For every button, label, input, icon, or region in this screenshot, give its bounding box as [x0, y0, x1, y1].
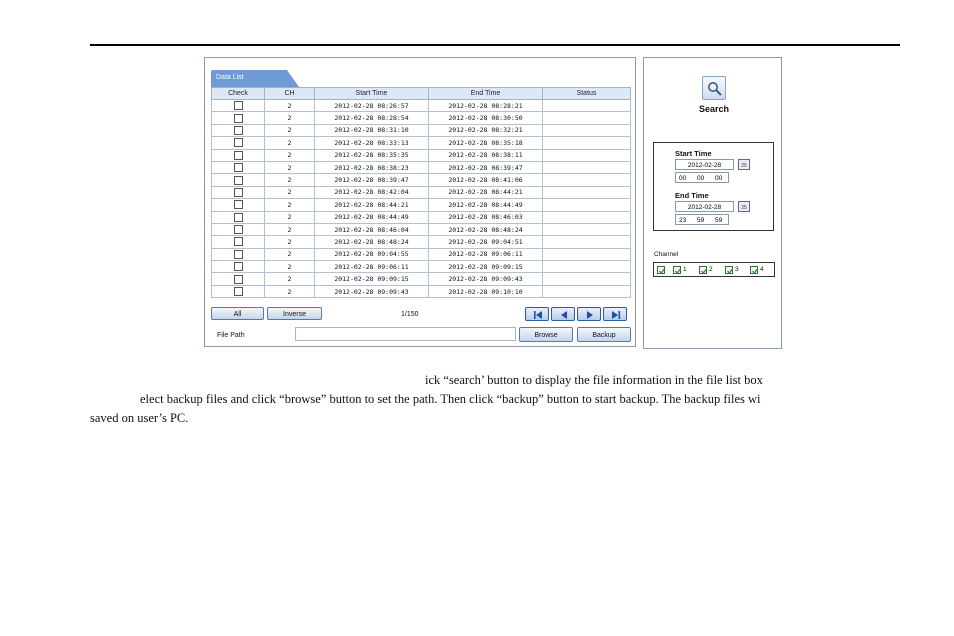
- top-rule: [90, 44, 900, 46]
- search-icon: [706, 80, 723, 97]
- check-icon: [658, 267, 666, 275]
- row-start-time-cell: 2012-02-28 08:26:57: [315, 100, 429, 112]
- row-checkbox[interactable]: [234, 151, 243, 160]
- row-status-cell: [543, 161, 631, 173]
- row-start-time-cell: 2012-02-28 09:09:15: [315, 273, 429, 285]
- row-end-time-cell: 2012-02-28 09:09:15: [429, 261, 543, 273]
- start-second: 00: [715, 175, 723, 182]
- next-page-button[interactable]: [577, 307, 601, 321]
- channel-3-label: 3: [735, 266, 739, 273]
- end-hour: 23: [679, 217, 687, 224]
- tab-label: Data List: [216, 74, 244, 81]
- row-ch-cell: 2: [265, 285, 315, 297]
- row-status-cell: [543, 100, 631, 112]
- col-check-header[interactable]: Check: [212, 88, 265, 100]
- row-ch-cell: 2: [265, 248, 315, 260]
- start-minute: 00: [697, 175, 705, 182]
- row-checkbox[interactable]: [234, 138, 243, 147]
- end-minute: 59: [697, 217, 705, 224]
- row-checkbox[interactable]: [234, 101, 243, 110]
- prev-page-button[interactable]: [551, 307, 575, 321]
- row-start-time-cell: 2012-02-28 08:46:04: [315, 223, 429, 235]
- end-calendar-icon[interactable]: 25: [738, 201, 750, 212]
- row-check-cell: [212, 261, 265, 273]
- row-status-cell: [543, 174, 631, 186]
- row-end-time-cell: 2012-02-28 08:28:21: [429, 100, 543, 112]
- row-check-cell: [212, 174, 265, 186]
- channel-1-checkbox[interactable]: [673, 266, 681, 274]
- first-page-icon: [526, 308, 550, 322]
- row-start-time-cell: 2012-02-28 09:09:43: [315, 285, 429, 297]
- table-row[interactable]: [212, 261, 631, 273]
- row-end-time-cell: 2012-02-28 08:30:50: [429, 112, 543, 124]
- row-ch-cell: 2: [265, 174, 315, 186]
- search-button[interactable]: [702, 76, 726, 100]
- row-ch-cell: 2: [265, 161, 315, 173]
- row-end-time-cell: 2012-02-28 08:48:24: [429, 223, 543, 235]
- col-start-time-header[interactable]: Start Time: [315, 88, 429, 100]
- time-range-box: [653, 142, 774, 231]
- table-body: [212, 100, 631, 298]
- start-hour: 00: [679, 175, 687, 182]
- row-end-time-cell: 2012-02-28 08:35:18: [429, 137, 543, 149]
- row-checkbox[interactable]: [234, 225, 243, 234]
- table-row[interactable]: [212, 273, 631, 285]
- row-check-cell: [212, 273, 265, 285]
- row-check-cell: [212, 236, 265, 248]
- row-status-cell: [543, 273, 631, 285]
- start-time-label: Start Time: [675, 149, 712, 158]
- row-ch-cell: 2: [265, 100, 315, 112]
- row-check-cell: [212, 124, 265, 136]
- channel-1-label: 1: [683, 266, 687, 273]
- row-ch-cell: 2: [265, 149, 315, 161]
- table-row[interactable]: [212, 124, 631, 136]
- row-status-cell: [543, 223, 631, 235]
- row-checkbox[interactable]: [234, 188, 243, 197]
- instruction-line-2: elect backup files and click “browse” button to set the path. Then click “backup” button to start backup. The backup files wi: [140, 392, 761, 406]
- row-end-time-cell: 2012-02-28 09:04:51: [429, 236, 543, 248]
- row-start-time-cell: 2012-02-28 09:04:55: [315, 248, 429, 260]
- row-status-cell: [543, 248, 631, 260]
- file-path-label: File Path: [217, 332, 245, 339]
- row-status-cell: [543, 285, 631, 297]
- row-status-cell: [543, 261, 631, 273]
- row-check-cell: [212, 112, 265, 124]
- row-start-time-cell: 2012-02-28 08:39:47: [315, 174, 429, 186]
- row-start-time-cell: 2012-02-28 08:35:35: [315, 149, 429, 161]
- search-label: Search: [698, 104, 730, 114]
- row-status-cell: [543, 186, 631, 198]
- check-icon: [700, 267, 708, 275]
- check-icon: [726, 267, 734, 275]
- start-calendar-icon[interactable]: 25: [738, 159, 750, 170]
- row-ch-cell: 2: [265, 112, 315, 124]
- row-ch-cell: 2: [265, 236, 315, 248]
- row-end-time-cell: 2012-02-28 08:41:06: [429, 174, 543, 186]
- channel-3-checkbox[interactable]: [725, 266, 733, 274]
- channel-2-label: 2: [709, 266, 713, 273]
- row-check-cell: [212, 186, 265, 198]
- row-start-time-cell: 2012-02-28 08:44:49: [315, 211, 429, 223]
- row-status-cell: [543, 137, 631, 149]
- row-ch-cell: 2: [265, 186, 315, 198]
- file-list-table: [211, 87, 631, 298]
- table-row[interactable]: [212, 248, 631, 260]
- row-end-time-cell: 2012-02-28 08:38:11: [429, 149, 543, 161]
- inverse-button[interactable]: Inverse: [267, 307, 322, 320]
- table-header-row: [212, 88, 631, 100]
- row-start-time-cell: 2012-02-28 08:28:54: [315, 112, 429, 124]
- row-status-cell: [543, 236, 631, 248]
- row-end-time-cell: 2012-02-28 08:39:47: [429, 161, 543, 173]
- tab-data-list[interactable]: [211, 70, 299, 87]
- row-start-time-cell: 2012-02-28 09:06:11: [315, 261, 429, 273]
- row-end-time-cell: 2012-02-28 08:44:49: [429, 199, 543, 211]
- instruction-line-1: ick “search’ button to display the file information in the file list box: [425, 373, 763, 387]
- end-time-label: End Time: [675, 191, 709, 200]
- prev-page-icon: [552, 308, 576, 322]
- next-page-icon: [578, 308, 602, 322]
- row-status-cell: [543, 149, 631, 161]
- table-row[interactable]: [212, 174, 631, 186]
- table-row[interactable]: [212, 100, 631, 112]
- row-ch-cell: 2: [265, 261, 315, 273]
- table-row[interactable]: [212, 285, 631, 297]
- col-ch-header[interactable]: CH: [265, 88, 315, 100]
- row-checkbox[interactable]: [234, 114, 243, 123]
- row-checkbox[interactable]: [234, 176, 243, 185]
- table-row[interactable]: [212, 112, 631, 124]
- row-check-cell: [212, 137, 265, 149]
- row-checkbox[interactable]: [234, 163, 243, 172]
- table-row[interactable]: [212, 223, 631, 235]
- col-end-time-header[interactable]: End Time: [429, 88, 543, 100]
- row-check-cell: [212, 211, 265, 223]
- row-ch-cell: 2: [265, 211, 315, 223]
- row-check-cell: [212, 248, 265, 260]
- row-end-time-cell: 2012-02-28 08:46:03: [429, 211, 543, 223]
- channel-label: Channel: [654, 251, 679, 258]
- file-path-input[interactable]: [295, 327, 516, 341]
- row-status-cell: [543, 124, 631, 136]
- row-check-cell: [212, 149, 265, 161]
- end-second: 59: [715, 217, 723, 224]
- row-status-cell: [543, 199, 631, 211]
- row-check-cell: [212, 223, 265, 235]
- select-all-button[interactable]: All: [211, 307, 264, 320]
- row-check-cell: [212, 161, 265, 173]
- row-ch-cell: 2: [265, 137, 315, 149]
- row-checkbox[interactable]: [234, 262, 243, 271]
- row-end-time-cell: 2012-02-28 09:09:43: [429, 273, 543, 285]
- end-time-input[interactable]: [675, 214, 729, 225]
- row-check-cell: [212, 100, 265, 112]
- row-end-time-cell: 2012-02-28 09:10:10: [429, 285, 543, 297]
- row-checkbox[interactable]: [234, 126, 243, 135]
- table-row[interactable]: [212, 137, 631, 149]
- table-row[interactable]: [212, 149, 631, 161]
- row-checkbox[interactable]: [234, 275, 243, 284]
- browse-button[interactable]: Browse: [519, 327, 573, 342]
- row-ch-cell: 2: [265, 124, 315, 136]
- table-row[interactable]: [212, 199, 631, 211]
- table-row[interactable]: [212, 186, 631, 198]
- data-list-panel: [204, 57, 636, 347]
- row-status-cell: [543, 211, 631, 223]
- search-panel: [643, 57, 782, 349]
- row-start-time-cell: 2012-02-28 08:33:13: [315, 137, 429, 149]
- row-end-time-cell: 2012-02-28 08:44:21: [429, 186, 543, 198]
- channel-selector: [653, 262, 775, 277]
- row-check-cell: [212, 199, 265, 211]
- channel-all-checkbox[interactable]: [657, 266, 665, 274]
- channel-2-checkbox[interactable]: [699, 266, 707, 274]
- check-icon: [674, 267, 682, 275]
- start-date-input[interactable]: 2012-02-28: [675, 159, 734, 170]
- start-time-input[interactable]: [675, 172, 729, 183]
- row-checkbox[interactable]: [234, 200, 243, 209]
- instruction-line-3: saved on user’s PC.: [90, 411, 189, 425]
- col-status-header[interactable]: Status: [543, 88, 631, 100]
- row-start-time-cell: 2012-02-28 08:38:23: [315, 161, 429, 173]
- first-page-button[interactable]: [525, 307, 549, 321]
- table-row[interactable]: [212, 161, 631, 173]
- row-checkbox[interactable]: [234, 287, 243, 296]
- row-end-time-cell: 2012-02-28 09:06:11: [429, 248, 543, 260]
- row-status-cell: [543, 112, 631, 124]
- row-end-time-cell: 2012-02-28 08:32:21: [429, 124, 543, 136]
- row-start-time-cell: 2012-02-28 08:48:24: [315, 236, 429, 248]
- end-date-input[interactable]: 2012-02-28: [675, 201, 734, 212]
- row-ch-cell: 2: [265, 199, 315, 211]
- row-start-time-cell: 2012-02-28 08:31:10: [315, 124, 429, 136]
- last-page-icon: [604, 308, 628, 322]
- channel-4-label: 4: [760, 266, 764, 273]
- table-row[interactable]: [212, 211, 631, 223]
- channel-4-checkbox[interactable]: [750, 266, 758, 274]
- row-check-cell: [212, 285, 265, 297]
- row-checkbox[interactable]: [234, 237, 243, 246]
- check-icon: [751, 267, 759, 275]
- row-checkbox[interactable]: [234, 250, 243, 259]
- row-checkbox[interactable]: [234, 213, 243, 222]
- row-ch-cell: 2: [265, 223, 315, 235]
- backup-button[interactable]: Backup: [577, 327, 631, 342]
- last-page-button[interactable]: [603, 307, 627, 321]
- row-start-time-cell: 2012-02-28 08:42:04: [315, 186, 429, 198]
- page-indicator: 1/150: [401, 311, 419, 318]
- row-ch-cell: 2: [265, 273, 315, 285]
- table-row[interactable]: [212, 236, 631, 248]
- row-start-time-cell: 2012-02-28 08:44:21: [315, 199, 429, 211]
